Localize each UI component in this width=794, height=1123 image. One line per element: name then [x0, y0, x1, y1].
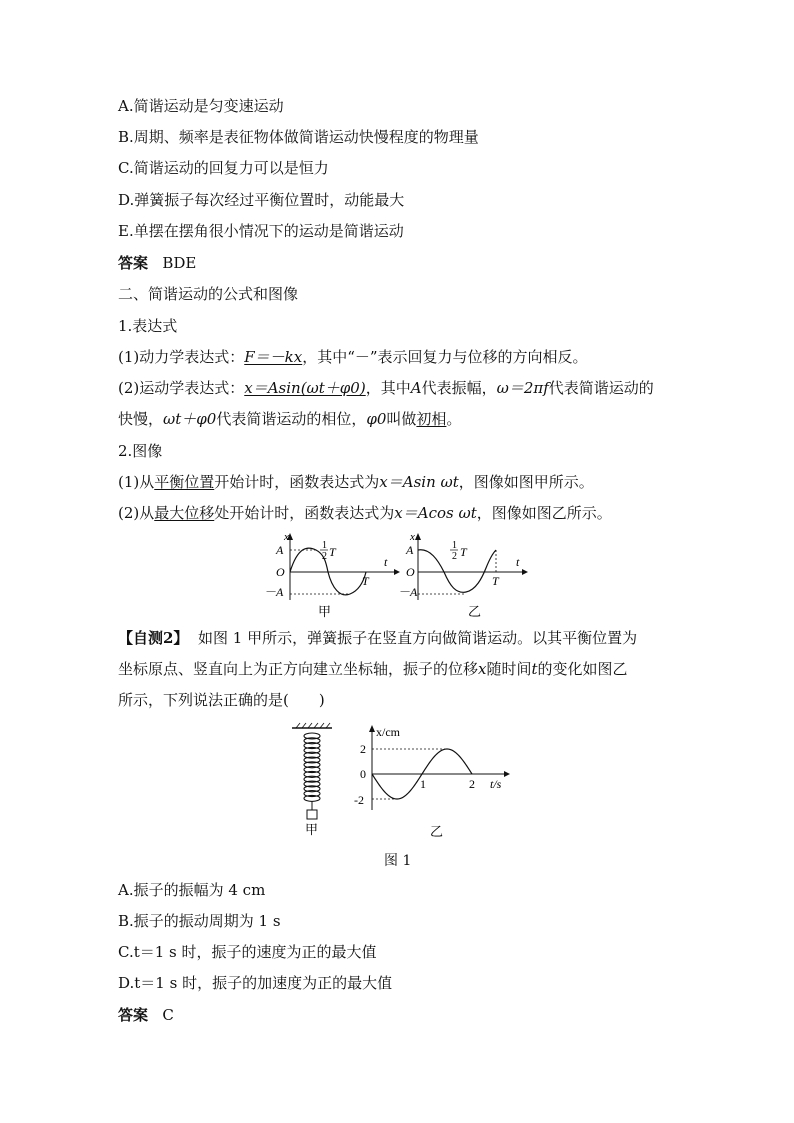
fig-b-half-den: 2: [452, 551, 457, 562]
fig-a-A: A: [276, 543, 284, 557]
t-axis-arrow: [522, 569, 528, 575]
problem-t: t: [531, 660, 538, 678]
g1-prefix: (1)从: [118, 473, 155, 491]
problem-line-1: [118, 628, 637, 648]
g1-rest: 开始计时，函数表达式为: [214, 473, 380, 491]
option-d: D.弹簧振子每次经过平衡位置时，动能最大: [118, 191, 405, 209]
g2-key: 最大位移: [154, 504, 215, 522]
problem-line-2: [118, 659, 628, 679]
option2-c: C.t＝1 s 时，振子的速度为正的最大值: [118, 943, 377, 961]
fig-b-T: T: [492, 574, 499, 588]
fig-b-negA: －A: [398, 585, 418, 599]
kin-initial-phase: 初相: [416, 410, 447, 428]
x-axis-arrow: [415, 533, 421, 540]
dyn-formula: F＝－kx: [244, 348, 303, 366]
spring-coils: [304, 733, 320, 801]
kin-a: A: [410, 379, 422, 397]
kin-prefix: (2)运动学表达式：: [118, 379, 245, 397]
fig-b-t: t: [516, 555, 520, 569]
fig-a-caption: 甲: [318, 604, 332, 619]
figure-1-title: 图 1: [384, 853, 412, 869]
fig-a-O: O: [276, 565, 285, 579]
fig-a-x: x: [284, 531, 289, 543]
fig-a-half-den: 2: [322, 551, 327, 562]
answer-2: [118, 1005, 174, 1025]
dynamics-expression: [118, 347, 588, 367]
problem-line-3: 所示，下列说法正确的是( ): [118, 691, 325, 709]
t-axis-arrow: [504, 771, 510, 777]
kin-line2c: 叫做: [386, 410, 417, 428]
figure-cosine: [400, 530, 540, 620]
fig-a-t: t: [384, 555, 388, 569]
option2-b: B.振子的振动周期为 1 s: [118, 912, 281, 930]
graph-item-1: [118, 472, 594, 492]
kinematics-expression-2: [118, 409, 461, 429]
dyn-prefix: (1)动力学表达式：: [118, 348, 245, 366]
option-e: E.单摆在摆角很小情况下的运动是简谐运动: [118, 222, 404, 240]
graph-caption: 乙: [430, 824, 444, 839]
dyn-suffix: ，其中“－”表示回复力与位移的方向相反。: [302, 348, 588, 366]
fig-b-x: x: [410, 531, 415, 543]
g2-formula: x＝Acos ωt: [394, 504, 477, 522]
mass-block: [307, 810, 317, 819]
problem-tag: 【自测2】: [118, 629, 189, 647]
x-tick-1: 1: [420, 777, 426, 791]
displacement-time-graph: [350, 724, 520, 840]
fig-a-negA: －A: [264, 585, 284, 599]
fig-b-T-half: T: [460, 545, 467, 559]
answer-label: 答案: [118, 254, 149, 272]
cosine-curve: [418, 550, 496, 593]
subsection-expression: 1.表达式: [118, 317, 178, 335]
kin-formula: x＝Asin(ωt＋φ0): [244, 379, 366, 397]
option-a: A.简谐运动是匀变速运动: [118, 97, 284, 115]
y-tick-2: 2: [360, 742, 366, 756]
fig-b-caption: 乙: [468, 604, 482, 619]
answer-value: BDE: [162, 254, 197, 272]
fig-a-T-half: T: [329, 545, 336, 559]
g1-formula: x＝Asin ωt: [379, 473, 459, 491]
g1-end: ，图像如图甲所示。: [458, 473, 594, 491]
kin-line2a: 快慢，: [118, 410, 164, 428]
fig-a-half-num: 1: [322, 540, 327, 551]
option-b: B.周期、频率是表征物体做简谐运动快慢程度的物理量: [118, 128, 479, 146]
g2-prefix: (2)从: [118, 504, 155, 522]
g2-rest: 处开始计时，函数表达式为: [214, 504, 395, 522]
fig-b-O: O: [406, 565, 415, 579]
fig-b-A: A: [406, 543, 414, 557]
problem-x: x: [478, 660, 487, 678]
kin-phi0: φ0: [366, 410, 387, 428]
fig-a-T: T: [362, 574, 369, 588]
section-title: 二、简谐运动的公式和图像: [118, 285, 299, 303]
kin-mid2: 代表振幅，: [421, 379, 497, 397]
fig-b-half-num: 1: [452, 540, 457, 551]
g1-key: 平衡位置: [154, 473, 215, 491]
kin-end: 代表简谐运动的: [548, 379, 654, 397]
option-c: C.简谐运动的回复力可以是恒力: [118, 159, 329, 177]
option2-d: D.t＝1 s 时，振子的加速度为正的最大值: [118, 974, 393, 992]
option2-a: A.振子的振幅为 4 cm: [118, 881, 266, 899]
answer2-value: C: [162, 1006, 174, 1024]
answer2-label: 答案: [118, 1006, 149, 1024]
graph-item-2: [118, 503, 612, 523]
answer-1: [118, 253, 196, 273]
kin-phase: ωt＋φ0: [163, 410, 217, 428]
spring-figure: [288, 722, 338, 840]
kin-omega: ω＝2πf: [496, 379, 549, 397]
problem-l2a: 坐标原点、竖直向上为正方向建立坐标轴，振子的位移: [118, 660, 479, 678]
x-axis-label: t/s: [490, 777, 502, 791]
kin-line2d: 。: [446, 410, 462, 428]
problem-l2b: 随时间: [486, 660, 532, 678]
y-tick-neg2: -2: [354, 793, 364, 807]
y-axis-label: x/cm: [376, 725, 400, 739]
kinematics-expression: [118, 378, 654, 398]
x-tick-2: 2: [469, 777, 475, 791]
g2-end: ，图像如图乙所示。: [476, 504, 612, 522]
figure-sine: [262, 530, 402, 620]
spring-caption: 甲: [305, 822, 319, 837]
subsection-graph: 2.图像: [118, 442, 163, 460]
kin-mid: ，其中: [365, 379, 411, 397]
problem-l2c: 的变化如图乙: [537, 660, 628, 678]
kin-line2b: 代表简谐运动的相位，: [216, 410, 367, 428]
x-axis-arrow: [369, 725, 375, 732]
problem-line1-text: 如图 1 甲所示，弹簧振子在竖直方向做简谐运动。以其平衡位置为: [197, 629, 638, 647]
sine-curve: [290, 548, 366, 595]
y-tick-0: 0: [360, 767, 366, 781]
